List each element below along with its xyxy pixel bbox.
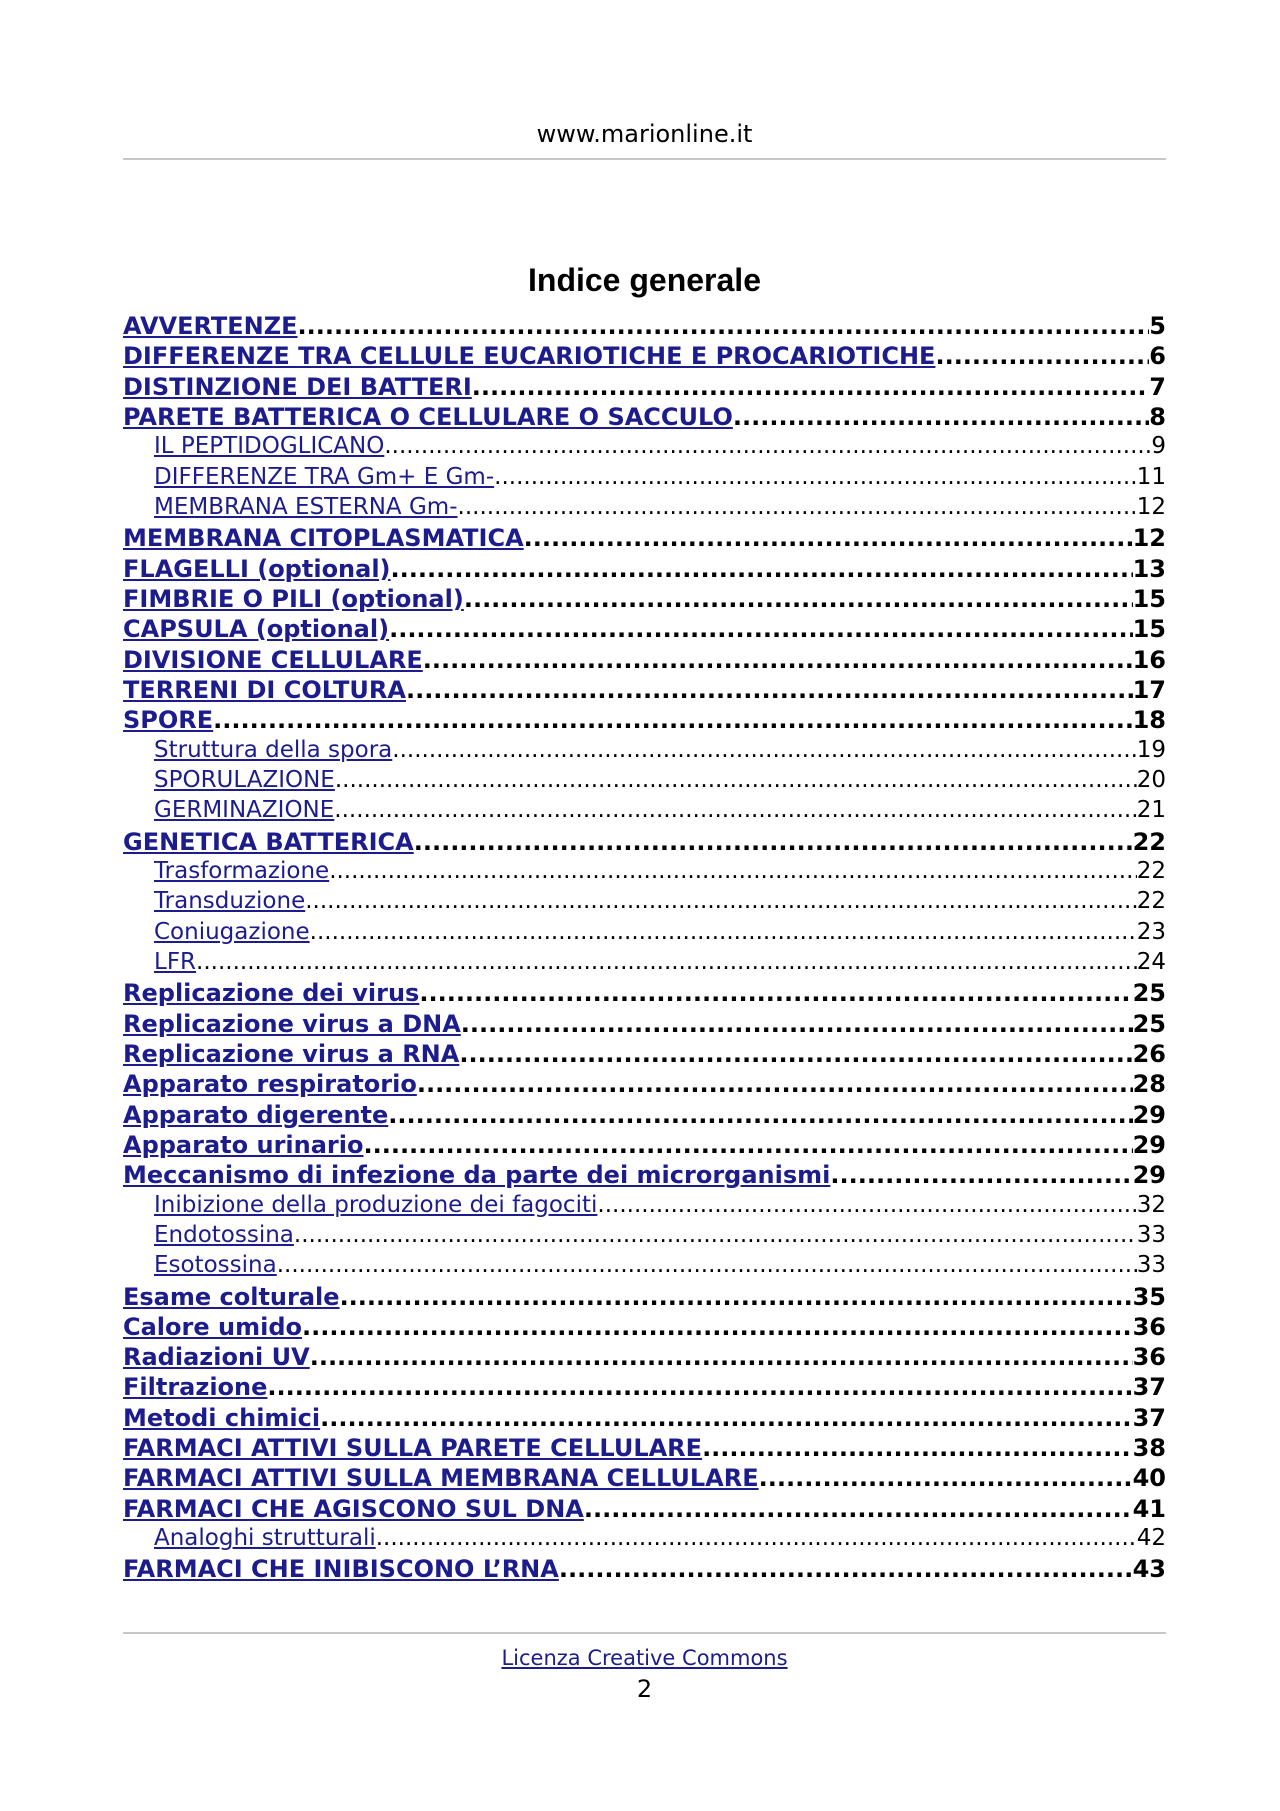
page-header xyxy=(123,118,1166,160)
toc-entry xyxy=(123,1283,1166,1313)
dot-leader xyxy=(320,1404,1132,1432)
dot-leader xyxy=(524,524,1133,552)
dot-leader xyxy=(461,1010,1133,1038)
dot-leader xyxy=(459,1040,1132,1068)
toc-entry-page: 15 xyxy=(1132,615,1166,644)
toc-entry-link[interactable]: Esame colturale xyxy=(123,1282,340,1311)
dot-leader xyxy=(363,1131,1132,1159)
toc-entry-link[interactable]: TERRENI DI COLTURA xyxy=(123,675,406,704)
toc-entry-page: 29 xyxy=(1132,1130,1166,1159)
dot-leader xyxy=(458,494,1137,520)
toc-entry-link[interactable]: FARMACI CHE AGISCONO SUL DNA xyxy=(123,1494,584,1523)
dot-leader xyxy=(384,433,1151,459)
page-footer xyxy=(123,1632,1166,1704)
toc-subentry xyxy=(123,888,1166,918)
toc-subentry xyxy=(123,1525,1166,1555)
toc-entry xyxy=(123,1010,1166,1040)
toc-subentry xyxy=(123,1252,1166,1282)
toc-entry-link[interactable]: Metodi chimici xyxy=(123,1403,321,1432)
toc-entry-link[interactable]: Filtrazione xyxy=(123,1373,268,1402)
dot-leader xyxy=(267,1373,1132,1401)
toc-subentry xyxy=(123,737,1166,767)
toc-subentry xyxy=(123,797,1166,827)
toc-subentry xyxy=(123,494,1166,524)
toc-entry-link[interactable]: DIFFERENZE TRA CELLULE EUCARIOTICHE E PROCARIOTICHE xyxy=(123,342,936,371)
dot-leader xyxy=(935,342,1149,370)
toc-subentry xyxy=(123,1222,1166,1252)
toc-subentry xyxy=(123,919,1166,949)
toc-entry-link[interactable]: Esotossina xyxy=(154,1252,277,1279)
dot-leader xyxy=(196,949,1137,975)
dot-leader xyxy=(302,1313,1133,1341)
toc-entry-page: 17 xyxy=(1132,675,1166,704)
toc-entry xyxy=(123,585,1166,615)
dot-leader xyxy=(584,1495,1133,1523)
toc-entry xyxy=(123,1131,1166,1161)
toc-entry-link[interactable]: SPORULAZIONE xyxy=(154,766,335,793)
toc-entry-page: 12 xyxy=(1136,493,1166,520)
toc-entry-link[interactable]: Struttura della spora xyxy=(154,736,393,763)
toc-entry-page: 22 xyxy=(1132,827,1166,856)
toc-entry-link[interactable]: Inibizione della produzione dei fagociti xyxy=(154,1191,598,1218)
page-number: 2 xyxy=(636,1675,653,1703)
toc-entry-link[interactable]: DIFFERENZE TRA Gm+ E Gm- xyxy=(154,463,495,490)
toc-entry-page: 26 xyxy=(1132,1039,1166,1068)
dot-leader xyxy=(733,403,1149,431)
table-of-contents xyxy=(123,312,1166,1586)
toc-entry-page: 12 xyxy=(1132,524,1166,553)
toc-entry-link[interactable]: Coniugazione xyxy=(154,918,310,945)
toc-entry-page: 20 xyxy=(1136,766,1166,793)
toc-entry-page: 7 xyxy=(1149,372,1166,401)
toc-entry-page: 9 xyxy=(1151,433,1166,460)
toc-subentry xyxy=(123,767,1166,797)
toc-entry-link[interactable]: Apparato digerente xyxy=(123,1100,389,1129)
dot-leader xyxy=(419,979,1132,1007)
toc-entry-link[interactable]: FARMACI ATTIVI SULLA MEMBRANA CELLULARE xyxy=(123,1464,759,1493)
toc-entry-page: 6 xyxy=(1149,342,1166,371)
toc-entry-page: 21 xyxy=(1136,797,1166,824)
toc-entry-page: 25 xyxy=(1132,1009,1166,1038)
toc-entry-link[interactable]: PARETE BATTERICA O CELLULARE O SACCULO xyxy=(123,402,733,431)
dot-leader xyxy=(334,797,1136,823)
toc-entry-page: 36 xyxy=(1132,1343,1166,1372)
toc-entry-link[interactable]: Endotossina xyxy=(154,1221,294,1248)
toc-entry-page: 40 xyxy=(1132,1464,1166,1493)
toc-entry xyxy=(123,979,1166,1009)
toc-entry-link[interactable]: GENETICA BATTERICA xyxy=(123,827,414,856)
dot-leader xyxy=(406,676,1133,704)
dot-leader xyxy=(417,1070,1133,1098)
toc-entry-link[interactable]: DISTINZIONE DEI BATTERI xyxy=(123,372,472,401)
dot-leader xyxy=(391,555,1133,583)
toc-entry xyxy=(123,646,1166,676)
toc-entry xyxy=(123,828,1166,858)
toc-entry-page: 13 xyxy=(1132,554,1166,583)
toc-entry xyxy=(123,342,1166,372)
toc-entry-page: 5 xyxy=(1149,312,1166,340)
toc-entry-link[interactable]: Replicazione dei virus xyxy=(123,979,420,1008)
toc-entry-page: 37 xyxy=(1132,1373,1166,1402)
dot-leader xyxy=(759,1464,1133,1492)
toc-entry xyxy=(123,615,1166,645)
toc-entry-link[interactable]: DIVISIONE CELLULARE xyxy=(123,645,423,674)
dot-leader xyxy=(702,1434,1133,1462)
toc-entry-link[interactable]: MEMBRANA ESTERNA Gm- xyxy=(154,493,458,520)
dot-leader xyxy=(277,1252,1137,1278)
dot-leader xyxy=(329,858,1137,884)
toc-entry xyxy=(123,1343,1166,1373)
toc-entry-page: 28 xyxy=(1132,1070,1166,1099)
toc-entry-link[interactable]: LFR xyxy=(154,948,197,975)
toc-entry-page: 41 xyxy=(1132,1494,1166,1523)
toc-entry-page: 29 xyxy=(1132,1100,1166,1129)
license-link[interactable]: Licenza Creative Commons xyxy=(501,1646,788,1670)
toc-subentry xyxy=(123,433,1166,463)
toc-entry-page: 43 xyxy=(1132,1555,1166,1584)
toc-entry xyxy=(123,373,1166,403)
dot-leader xyxy=(376,1525,1137,1551)
toc-entry-page: 18 xyxy=(1132,706,1166,735)
toc-entry xyxy=(123,1161,1166,1191)
dot-leader xyxy=(389,615,1133,643)
toc-entry-link[interactable]: FLAGELLI (optional) xyxy=(123,554,391,583)
toc-subentry xyxy=(123,1192,1166,1222)
toc-subentry xyxy=(123,464,1166,494)
toc-entry xyxy=(123,1373,1166,1403)
toc-entry-page: 19 xyxy=(1136,736,1166,763)
toc-entry xyxy=(123,312,1166,342)
toc-entry xyxy=(123,1101,1166,1131)
toc-entry-link[interactable]: Transduzione xyxy=(154,888,306,915)
toc-entry-link[interactable]: FARMACI CHE INIBISCONO L’RNA xyxy=(123,1555,559,1584)
toc-entry xyxy=(123,1464,1166,1494)
toc-entry-page: 33 xyxy=(1136,1221,1166,1248)
toc-entry-page: 33 xyxy=(1136,1252,1166,1279)
toc-entry-page: 23 xyxy=(1136,918,1166,945)
dot-leader xyxy=(414,828,1133,856)
toc-subentry xyxy=(123,949,1166,979)
toc-entry-link[interactable]: FIMBRIE O PILI (optional) xyxy=(123,584,464,613)
toc-entry-link[interactable]: Calore umido xyxy=(123,1312,302,1341)
dot-leader xyxy=(559,1555,1133,1583)
toc-entry-page: 25 xyxy=(1132,979,1166,1008)
toc-entry xyxy=(123,706,1166,736)
toc-entry xyxy=(123,676,1166,706)
toc-entry-page: 29 xyxy=(1132,1161,1166,1190)
dot-leader xyxy=(472,373,1150,401)
toc-entry-link[interactable]: MEMBRANA CITOPLASMATICA xyxy=(123,524,524,553)
toc-entry-page: 8 xyxy=(1149,402,1166,431)
toc-entry-link[interactable]: Apparato respiratorio xyxy=(123,1070,417,1099)
dot-leader xyxy=(423,646,1133,674)
toc-entry xyxy=(123,524,1166,554)
toc-subentry xyxy=(123,858,1166,888)
toc-entry-page: 22 xyxy=(1136,857,1166,884)
toc-entry xyxy=(123,1495,1166,1525)
toc-entry-link[interactable]: Radiazioni UV xyxy=(123,1343,310,1372)
toc-entry-page: 37 xyxy=(1132,1403,1166,1432)
toc-entry-page: 15 xyxy=(1132,584,1166,613)
dot-leader xyxy=(310,919,1137,945)
toc-entry-page: 32 xyxy=(1136,1191,1166,1218)
toc-entry-link[interactable]: Replicazione virus a RNA xyxy=(123,1039,460,1068)
toc-entry-link[interactable]: CAPSULA (optional) xyxy=(123,615,390,644)
toc-entry-page: 42 xyxy=(1136,1525,1166,1552)
toc-entry-page: 38 xyxy=(1132,1434,1166,1463)
toc-entry-page: 24 xyxy=(1136,948,1166,975)
dot-leader xyxy=(597,1192,1136,1218)
toc-entry-link[interactable]: Trasformazione xyxy=(154,857,330,884)
dot-leader xyxy=(392,737,1136,763)
toc-entry-page: 36 xyxy=(1132,1312,1166,1341)
dot-leader xyxy=(464,585,1133,613)
toc-entry-link[interactable]: Analoghi strutturali xyxy=(154,1525,376,1552)
toc-entry xyxy=(123,1404,1166,1434)
toc-entry-link[interactable]: Replicazione virus a DNA xyxy=(123,1009,461,1038)
toc-entry xyxy=(123,403,1166,433)
toc-entry xyxy=(123,1313,1166,1343)
header-site-url: www.marionline.it xyxy=(536,120,753,148)
toc-entry-page: 22 xyxy=(1136,888,1166,915)
dot-leader xyxy=(298,312,1150,340)
dot-leader xyxy=(310,1343,1133,1371)
toc-entry-page: 11 xyxy=(1136,463,1166,490)
dot-leader xyxy=(494,464,1137,490)
toc-entry xyxy=(123,555,1166,585)
dot-leader xyxy=(388,1101,1132,1129)
toc-entry-link[interactable]: Meccanismo di infezione da parte dei microrganismi xyxy=(123,1161,831,1190)
toc-entry xyxy=(123,1040,1166,1070)
dot-leader xyxy=(305,888,1137,914)
dot-leader xyxy=(335,767,1137,793)
toc-entry-page: 35 xyxy=(1132,1282,1166,1311)
dot-leader xyxy=(830,1161,1132,1189)
toc-title: Indice generale xyxy=(528,262,761,298)
toc-entry-page: 16 xyxy=(1132,645,1166,674)
toc-entry-link[interactable]: GERMINAZIONE xyxy=(154,797,335,824)
toc-entry xyxy=(123,1434,1166,1464)
toc-entry-link[interactable]: SPORE xyxy=(123,706,214,735)
toc-entry xyxy=(123,1555,1166,1585)
toc-entry-link[interactable]: Apparato urinario xyxy=(123,1130,364,1159)
dot-leader xyxy=(340,1283,1133,1311)
toc-entry-link[interactable]: FARMACI ATTIVI SULLA PARETE CELLULARE xyxy=(123,1434,703,1463)
dot-leader xyxy=(294,1222,1137,1248)
dot-leader xyxy=(213,706,1132,734)
toc-entry-link[interactable]: IL PEPTIDOGLICANO xyxy=(154,433,385,460)
toc-entry-link[interactable]: AVVERTENZE xyxy=(123,312,298,340)
toc-entry xyxy=(123,1070,1166,1100)
